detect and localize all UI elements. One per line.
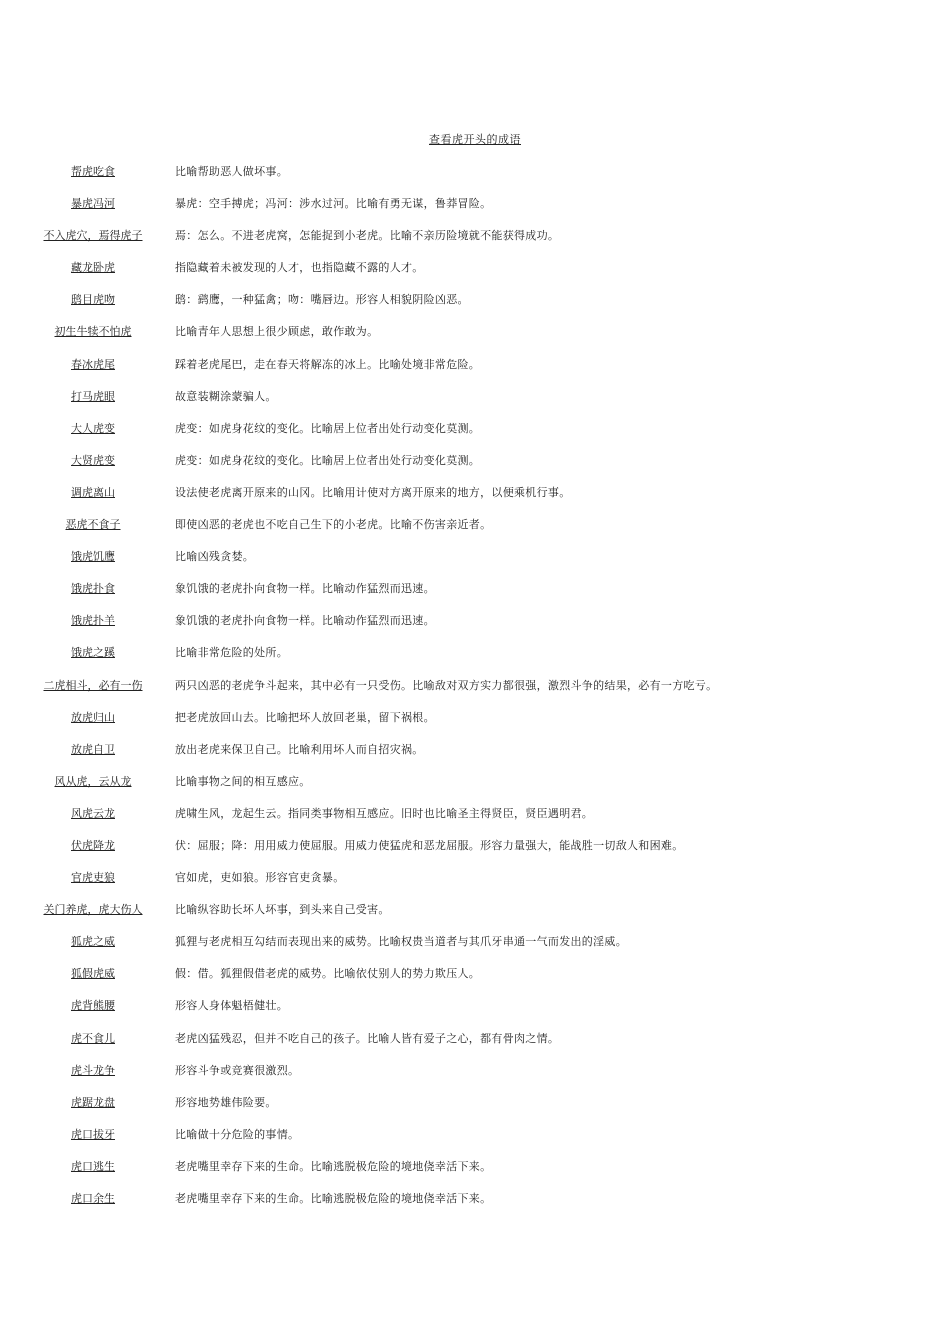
idiom-term bbox=[30, 838, 156, 854]
idiom-link[interactable]: 饿虎扑食 bbox=[71, 582, 115, 596]
idiom-term bbox=[30, 389, 156, 405]
idiom-term bbox=[30, 998, 156, 1014]
idiom-link[interactable]: 虎背熊腰 bbox=[71, 999, 115, 1013]
idiom-meaning: 比喻事物之间的相互感应。 bbox=[175, 774, 311, 788]
idiom-link[interactable]: 打马虎眼 bbox=[71, 389, 115, 403]
idiom-meaning: 焉：怎么。不进老虎窝，怎能捉到小老虎。比喻不亲历险境就不能获得成功。 bbox=[175, 229, 560, 243]
idiom-term bbox=[30, 1191, 156, 1207]
idiom-row bbox=[0, 228, 950, 260]
idiom-meaning: 狐狸与老虎相互勾结而表现出来的威势。比喻权贵当道者与其爪牙串通一气而发出的淫威。 bbox=[175, 935, 627, 949]
idiom-term bbox=[30, 966, 156, 982]
idiom-meaning: 虎变：如虎身花纹的变化。比喻居上位者出处行动变化莫测。 bbox=[175, 453, 481, 467]
idiom-row bbox=[0, 966, 950, 998]
idiom-term bbox=[30, 196, 156, 212]
idiom-term bbox=[30, 934, 156, 950]
idiom-meaning: 比喻凶残贪婪。 bbox=[175, 550, 255, 564]
idiom-meaning: 比喻青年人思想上很少顾虑，敢作敢为。 bbox=[175, 325, 379, 339]
idiom-term bbox=[30, 645, 156, 661]
idiom-meaning: 比喻非常危险的处所。 bbox=[175, 646, 288, 660]
idiom-link[interactable]: 放虎自卫 bbox=[71, 742, 115, 756]
idiom-link[interactable]: 初生牛犊不怕虎 bbox=[54, 325, 132, 339]
idiom-row bbox=[0, 164, 950, 196]
idiom-row bbox=[0, 517, 950, 549]
idiom-link[interactable]: 大人虎变 bbox=[71, 421, 115, 435]
idiom-link[interactable]: 饿虎饥鹰 bbox=[71, 550, 115, 564]
idiom-link[interactable]: 风虎云龙 bbox=[71, 806, 115, 820]
idiom-row bbox=[0, 998, 950, 1030]
idiom-link[interactable]: 虎踞龙盘 bbox=[71, 1095, 115, 1109]
idiom-meaning: 鸱：鹞鹰，一种猛禽；吻：嘴唇边。形容人相貌阴险凶恶。 bbox=[175, 293, 469, 307]
idiom-link[interactable]: 不入虎穴，焉得虎子 bbox=[43, 229, 143, 243]
idiom-row bbox=[0, 421, 950, 453]
idiom-meaning: 象饥饿的老虎扑向食物一样。比喻动作猛烈而迅速。 bbox=[175, 614, 435, 628]
idiom-term bbox=[30, 228, 156, 244]
idiom-meaning: 虎啸生风，龙起生云。指同类事物相互感应。旧时也比喻圣主得贤臣，贤臣遇明君。 bbox=[175, 806, 594, 820]
idiom-term bbox=[30, 357, 156, 373]
idiom-row bbox=[0, 902, 950, 934]
idiom-term bbox=[30, 549, 156, 565]
idiom-meaning: 踩着老虎尾巴，走在春天将解冻的冰上。比喻处境非常危险。 bbox=[175, 357, 481, 371]
idiom-link[interactable]: 鸱目虎吻 bbox=[71, 293, 115, 307]
idiom-row bbox=[0, 1127, 950, 1159]
idiom-row bbox=[0, 581, 950, 613]
idiom-row bbox=[0, 1191, 950, 1223]
idiom-meaning: 设法使老虎离开原来的山冈。比喻用计使对方离开原来的地方，以便乘机行事。 bbox=[175, 485, 571, 499]
idiom-term bbox=[30, 742, 156, 758]
idiom-row bbox=[0, 1031, 950, 1063]
idiom-link[interactable]: 虎斗龙争 bbox=[71, 1063, 115, 1077]
idiom-row bbox=[0, 806, 950, 838]
idiom-row bbox=[0, 870, 950, 902]
idiom-row bbox=[0, 453, 950, 485]
idiom-term bbox=[30, 1031, 156, 1047]
page-title-link[interactable]: 查看虎开头的成语 bbox=[429, 133, 521, 146]
idiom-row bbox=[0, 1159, 950, 1191]
idiom-row bbox=[0, 357, 950, 389]
idiom-row bbox=[0, 613, 950, 645]
idiom-row bbox=[0, 774, 950, 806]
idiom-link[interactable]: 藏龙卧虎 bbox=[71, 261, 115, 275]
idiom-meaning: 形容人身体魁梧健壮。 bbox=[175, 999, 288, 1013]
idiom-link[interactable]: 大贤虎变 bbox=[71, 453, 115, 467]
idiom-meaning: 指隐藏着未被发现的人才，也指隐藏不露的人才。 bbox=[175, 261, 424, 275]
idiom-term bbox=[30, 774, 156, 790]
idiom-meaning: 即使凶恶的老虎也不吃自己生下的小老虎。比喻不伤害亲近者。 bbox=[175, 518, 492, 532]
idiom-meaning: 老虎凶猛残忍，但并不吃自己的孩子。比喻人皆有爱子之心，都有骨肉之情。 bbox=[175, 1031, 560, 1045]
idiom-link[interactable]: 虎口余生 bbox=[71, 1192, 115, 1205]
idiom-row bbox=[0, 934, 950, 966]
idiom-link[interactable]: 帮虎吃食 bbox=[71, 165, 115, 178]
idiom-row bbox=[0, 389, 950, 421]
idiom-term bbox=[30, 324, 156, 340]
idiom-link[interactable]: 虎不食儿 bbox=[71, 1031, 115, 1045]
idiom-meaning: 暴虎：空手搏虎；冯河：涉水过河。比喻有勇无谋，鲁莽冒险。 bbox=[175, 197, 492, 211]
idiom-meaning: 象饥饿的老虎扑向食物一样。比喻动作猛烈而迅速。 bbox=[175, 582, 435, 596]
idiom-term bbox=[30, 613, 156, 629]
idiom-meaning: 官如虎，吏如狼。形容官吏贪暴。 bbox=[175, 871, 345, 885]
idiom-meaning: 比喻做十分危险的事情。 bbox=[175, 1127, 300, 1141]
idiom-term bbox=[30, 870, 156, 886]
idiom-term bbox=[30, 517, 156, 533]
idiom-meaning: 故意装糊涂蒙骗人。 bbox=[175, 389, 277, 403]
idiom-link[interactable]: 狐假虎威 bbox=[71, 967, 115, 981]
idiom-term bbox=[30, 710, 156, 726]
idiom-link[interactable]: 饿虎之蹊 bbox=[71, 646, 115, 660]
idiom-list bbox=[0, 164, 950, 1223]
idiom-row bbox=[0, 1063, 950, 1095]
idiom-term bbox=[30, 260, 156, 276]
idiom-link[interactable]: 调虎离山 bbox=[71, 485, 115, 499]
idiom-term bbox=[30, 1095, 156, 1111]
idiom-meaning: 虎变：如虎身花纹的变化。比喻居上位者出处行动变化莫测。 bbox=[175, 421, 481, 435]
idiom-row bbox=[0, 1095, 950, 1127]
idiom-meaning: 老虎嘴里幸存下来的生命。比喻逃脱极危险的境地侥幸活下来。 bbox=[175, 1159, 492, 1173]
idiom-term bbox=[30, 485, 156, 501]
idiom-meaning: 比喻帮助恶人做坏事。 bbox=[175, 165, 288, 178]
idiom-row bbox=[0, 645, 950, 677]
idiom-row bbox=[0, 678, 950, 710]
idiom-term bbox=[30, 453, 156, 469]
idiom-term bbox=[30, 1127, 156, 1143]
idiom-link[interactable]: 关门养虎，虎大伤人 bbox=[43, 903, 143, 917]
idiom-meaning: 比喻纵容助长坏人坏事，到头来自己受害。 bbox=[175, 903, 390, 917]
idiom-row bbox=[0, 485, 950, 517]
idiom-link[interactable]: 暴虎冯河 bbox=[71, 197, 115, 211]
idiom-row bbox=[0, 196, 950, 228]
idiom-meaning: 伏：屈服；降：用用威力使屈服。用威力使猛虎和恶龙屈服。形容力量强大，能战胜一切敌人和困难。 bbox=[175, 838, 684, 852]
idiom-link[interactable]: 风从虎，云从龙 bbox=[54, 774, 132, 788]
idiom-link[interactable]: 伏虎降龙 bbox=[71, 838, 115, 852]
idiom-row bbox=[0, 838, 950, 870]
idiom-meaning: 形容斗争或竞赛很激烈。 bbox=[175, 1063, 300, 1077]
idiom-meaning: 假：借。狐狸假借老虎的威势。比喻依仗别人的势力欺压人。 bbox=[175, 967, 481, 981]
idiom-row bbox=[0, 710, 950, 742]
idiom-link[interactable]: 放虎归山 bbox=[71, 710, 115, 724]
idiom-row bbox=[0, 742, 950, 774]
idiom-row bbox=[0, 324, 950, 356]
idiom-link[interactable]: 恶虎不食子 bbox=[65, 518, 121, 532]
idiom-link[interactable]: 官虎吏狼 bbox=[71, 871, 115, 885]
idiom-link[interactable]: 饿虎扑羊 bbox=[71, 614, 115, 628]
idiom-term bbox=[30, 678, 156, 694]
idiom-term bbox=[30, 1063, 156, 1079]
idiom-row bbox=[0, 549, 950, 581]
page-title bbox=[0, 132, 950, 148]
idiom-term bbox=[30, 902, 156, 918]
idiom-term bbox=[30, 164, 156, 180]
idiom-link[interactable]: 狐虎之威 bbox=[71, 935, 115, 949]
idiom-term bbox=[30, 1159, 156, 1175]
idiom-meaning: 把老虎放回山去。比喻把坏人放回老巢，留下祸根。 bbox=[175, 710, 435, 724]
idiom-term bbox=[30, 806, 156, 822]
idiom-meaning: 两只凶恶的老虎争斗起来，其中必有一只受伤。比喻敌对双方实力都很强，激烈斗争的结果，必有一方吃亏。 bbox=[175, 678, 718, 692]
idiom-meaning: 老虎嘴里幸存下来的生命。比喻逃脱极危险的境地侥幸活下来。 bbox=[175, 1192, 492, 1205]
idiom-link[interactable]: 二虎相斗，必有一伤 bbox=[43, 678, 143, 692]
idiom-meaning: 放出老虎来保卫自己。比喻利用坏人而自招灾祸。 bbox=[175, 742, 424, 756]
idiom-term bbox=[30, 421, 156, 437]
idiom-term bbox=[30, 581, 156, 597]
idiom-link[interactable]: 春冰虎尾 bbox=[71, 357, 115, 371]
idiom-link[interactable]: 虎口拔牙 bbox=[71, 1127, 115, 1141]
idiom-meaning: 形容地势雄伟险要。 bbox=[175, 1095, 277, 1109]
idiom-link[interactable]: 虎口逃生 bbox=[71, 1159, 115, 1173]
idiom-row bbox=[0, 260, 950, 292]
idiom-term bbox=[30, 292, 156, 308]
idiom-row bbox=[0, 292, 950, 324]
